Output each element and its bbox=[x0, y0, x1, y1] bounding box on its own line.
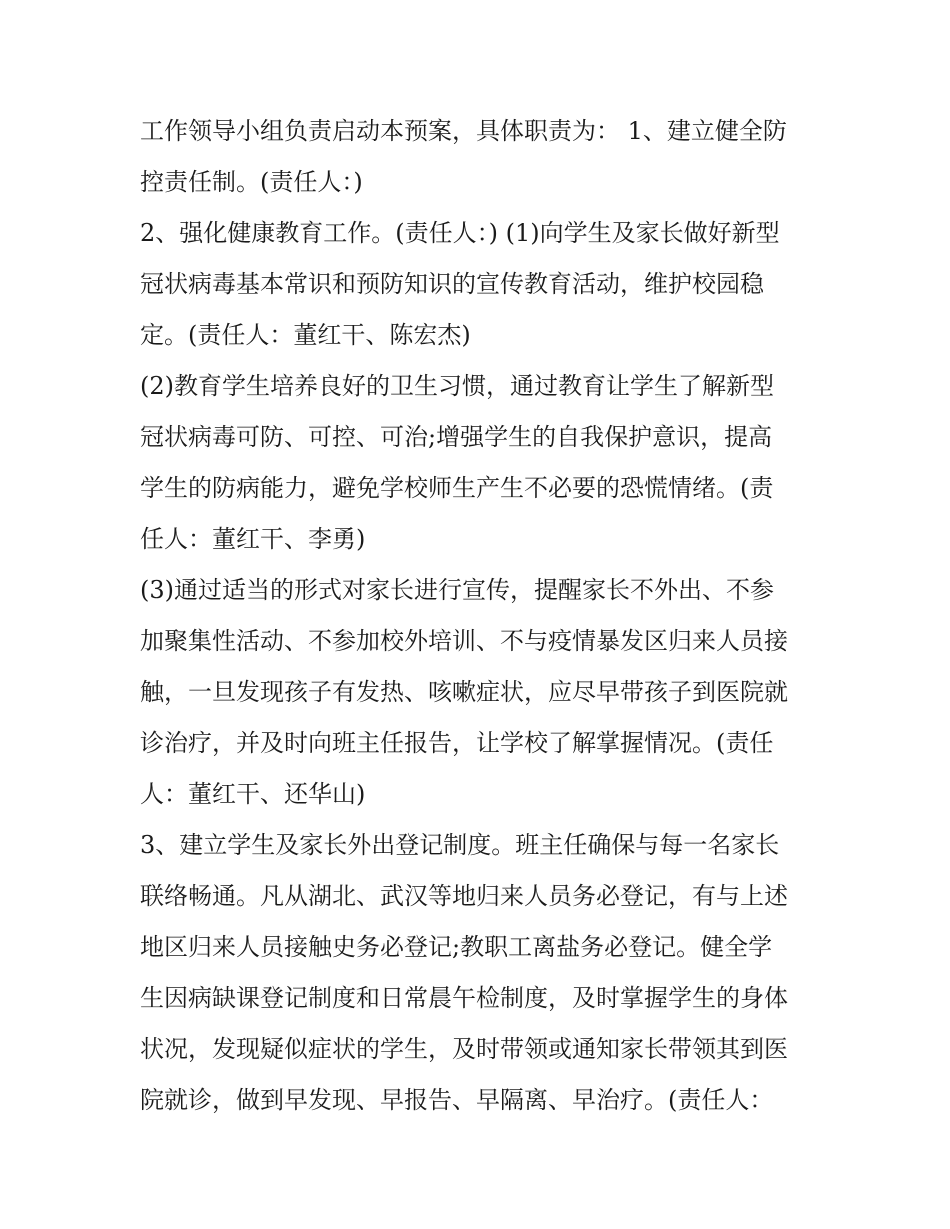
text-line: 联络畅通。凡从湖北、武汉等地归来人员务必登记，有与上述 bbox=[140, 882, 788, 910]
text-line: 诊治疗，并及时向班主任报告，让学校了解掌握情况。(责任 bbox=[140, 729, 774, 757]
text-line: 3、建立学生及家长外出登记制度。班主任确保与每一名家长 bbox=[140, 831, 780, 859]
text-line: 工作领导小组负责启动本预案，具体职责为： 1、建立健全防 bbox=[140, 117, 787, 145]
text-line: 状况，发现疑似症状的学生，及时带领或通知家长带领其到医 bbox=[140, 1035, 788, 1063]
text-line: 触，一旦发现孩子有发热、咳嗽症状，应尽早带孩子到医院就 bbox=[140, 678, 788, 706]
text-line: 院就诊，做到早发现、早报告、早隔离、早治疗。(责任人： bbox=[140, 1086, 774, 1114]
text-line: (2)教育学生培养良好的卫生习惯，通过教育让学生了解新型 bbox=[140, 372, 774, 400]
text-line: 2、强化健康教育工作。(责任人：) (1)向学生及家长做好新型 bbox=[140, 219, 780, 247]
body-text bbox=[140, 106, 830, 1126]
text-line: 学生的防病能力，避免学校师生产生不必要的恐慌情绪。(责 bbox=[140, 474, 774, 502]
text-line: 生因病缺课登记制度和日常晨午检制度，及时掌握学生的身体 bbox=[140, 984, 788, 1012]
text-line: 加聚集性活动、不参加校外培训、不与疫情暴发区归来人员接 bbox=[140, 627, 788, 655]
text-line: 冠状病毒可防、可控、可治;增强学生的自我保护意识，提高 bbox=[140, 423, 773, 451]
text-line: 人：董红干、还华山) bbox=[140, 780, 366, 808]
text-line: 控责任制。(责任人：) bbox=[140, 168, 363, 196]
text-line: (3)通过适当的形式对家长进行宣传，提醒家长不外出、不参 bbox=[140, 576, 774, 604]
text-line: 定。(责任人：董红干、陈宏杰) bbox=[140, 321, 471, 349]
text-line: 地区归来人员接触史务必登记;教职工离盐务必登记。健全学 bbox=[140, 933, 773, 961]
text-line: 冠状病毒基本常识和预防知识的宣传教育活动，维护校园稳 bbox=[140, 270, 764, 298]
text-line: 任人：董红干、李勇) bbox=[140, 525, 366, 553]
